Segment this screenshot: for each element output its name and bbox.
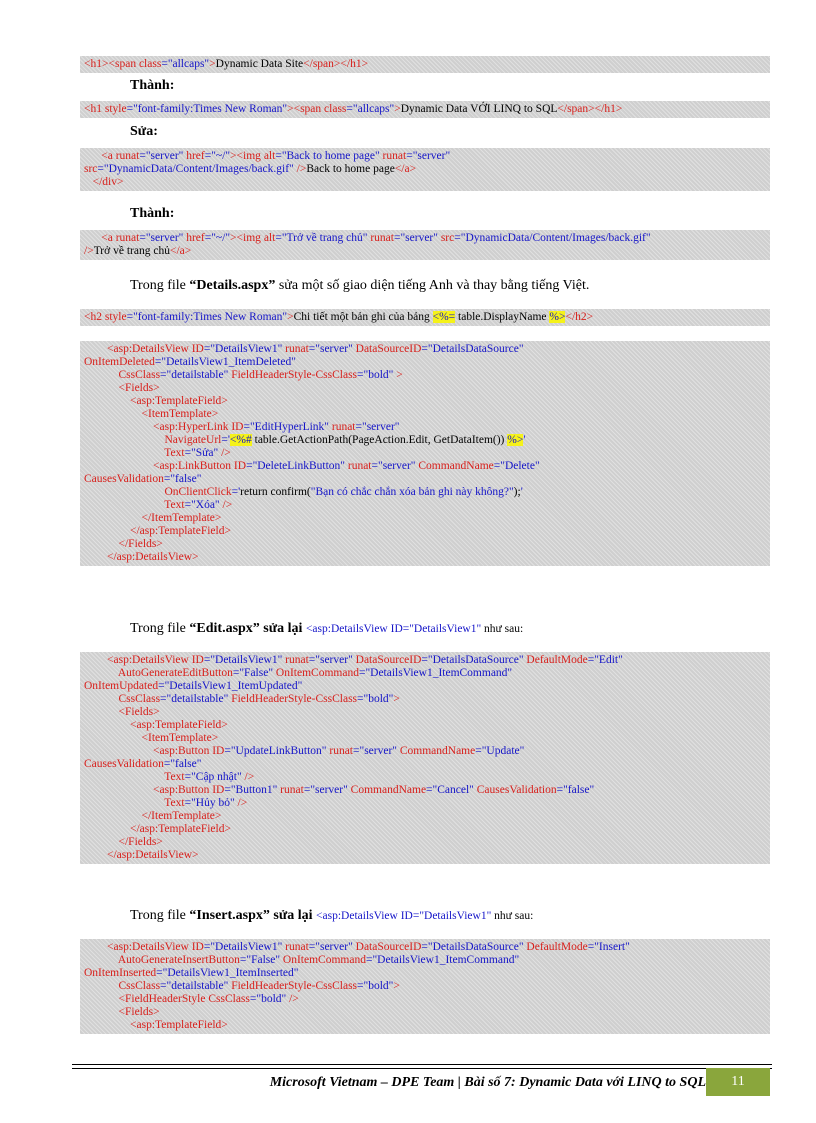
code-line: <asp:LinkButton ID="DeleteLinkButton" runat="server" CommandName="Delete" bbox=[153, 460, 540, 472]
code-line: <ItemTemplate> bbox=[141, 408, 219, 420]
para-edit-prefix: Trong file bbox=[130, 621, 190, 636]
code-line: <h1><span class="allcaps">Dynamic Data Site</span></h1> bbox=[84, 58, 369, 70]
code-line: <h1 style="font-family:Times New Roman"><span class="allcaps">Dynamic Data VỚI LINQ to SQL</span></h1> bbox=[84, 103, 623, 115]
para-details-suffix: sửa một số giao diện tiếng Anh và thay bằng tiếng Việt. bbox=[275, 278, 590, 293]
code-line: CssClass="detailstable" FieldHeaderStyle-CssClass="bold" > bbox=[118, 369, 403, 381]
para-details bbox=[130, 278, 589, 294]
heading-sua: Sửa: bbox=[130, 124, 158, 139]
code-line: Text="Hủy bỏ" /> bbox=[164, 797, 248, 809]
para-edit bbox=[130, 621, 523, 637]
code-line: CausesValidation="false" bbox=[84, 758, 202, 770]
code-line: <asp:TemplateField> bbox=[130, 1019, 228, 1031]
code-block-5 bbox=[80, 309, 770, 326]
para-insert-code: <asp:DetailsView ID="DetailsView1" bbox=[316, 910, 492, 922]
code-line: <asp:DetailsView ID="DetailsView1" runat="server" DataSourceID="DetailsDataSource" DefaultMode="Edit" bbox=[107, 654, 623, 666]
code-line: OnItemInserted="DetailsView1_ItemInserted" bbox=[84, 967, 299, 979]
code-line: Text="Sửa" /> bbox=[164, 447, 231, 459]
code-line: <FieldHeaderStyle CssClass="bold" /> bbox=[118, 993, 299, 1005]
heading-thanh-1: Thành: bbox=[130, 78, 175, 93]
code-line: Text="Xóa" /> bbox=[164, 499, 233, 511]
code-line: <asp:Button ID="UpdateLinkButton" runat="server" CommandName="Update" bbox=[153, 745, 525, 757]
code-line: </Fields> bbox=[118, 836, 163, 848]
code-line: </Fields> bbox=[118, 538, 163, 550]
footer-rule-thick bbox=[72, 1064, 772, 1065]
para-insert-prefix: Trong file bbox=[130, 908, 190, 923]
para-edit-suffix: như sau: bbox=[481, 623, 524, 635]
code-block-6 bbox=[80, 341, 770, 566]
para-details-prefix: Trong file bbox=[130, 278, 190, 293]
code-line: </div> bbox=[92, 176, 124, 188]
code-block-2 bbox=[80, 101, 770, 118]
code-line: </ItemTemplate> bbox=[141, 512, 222, 524]
code-block-4 bbox=[80, 230, 770, 260]
code-line: <h2 style="font-family:Times New Roman">Chi tiết một bản ghi của bảng <%= table.DisplayName %></h2> bbox=[84, 311, 594, 323]
code-line: CssClass="detailstable" FieldHeaderStyle-CssClass="bold"> bbox=[118, 693, 400, 705]
code-line: <Fields> bbox=[118, 382, 160, 394]
code-line: <asp:DetailsView ID="DetailsView1" runat="server" DataSourceID="DetailsDataSource" DefaultMode="Insert" bbox=[107, 941, 630, 953]
para-insert bbox=[130, 908, 533, 924]
footer-title: Microsoft Vietnam – DPE Team | Bài số 7: Dynamic Data với LINQ to SQL bbox=[269, 1075, 706, 1090]
code-line: <asp:TemplateField> bbox=[130, 719, 228, 731]
code-block-1 bbox=[80, 56, 770, 73]
code-line: </asp:DetailsView> bbox=[107, 849, 199, 861]
code-line: <Fields> bbox=[118, 1006, 160, 1018]
page-number: 11 bbox=[706, 1068, 770, 1096]
code-line: src="DynamicData/Content/Images/back.gif" />Back to home page</a> bbox=[84, 163, 417, 175]
code-line: OnItemDeleted="DetailsView1_ItemDeleted" bbox=[84, 356, 296, 368]
code-line: </asp:TemplateField> bbox=[130, 823, 231, 835]
para-insert-file: “Insert.aspx” sửa lại bbox=[189, 908, 313, 923]
code-line: <ItemTemplate> bbox=[141, 732, 219, 744]
para-edit-file: “Edit.aspx” sửa lại bbox=[189, 621, 303, 636]
code-block-7 bbox=[80, 652, 770, 864]
code-line: <a runat="server" href="~/"><img alt="Back to home page" runat="server" bbox=[101, 150, 451, 162]
code-line: OnItemUpdated="DetailsView1_ItemUpdated" bbox=[84, 680, 303, 692]
code-line: </asp:DetailsView> bbox=[107, 551, 199, 563]
code-line: NavigateUrl='<%# table.GetActionPath(PageAction.Edit, GetDataItem()) %>' bbox=[164, 434, 526, 446]
code-line: </asp:TemplateField> bbox=[130, 525, 231, 537]
code-line: CssClass="detailstable" FieldHeaderStyle-CssClass="bold"> bbox=[118, 980, 400, 992]
code-line: AutoGenerateEditButton="False" OnItemCommand="DetailsView1_ItemCommand" bbox=[117, 667, 513, 679]
code-line: />Trở về trang chủ</a> bbox=[84, 245, 192, 257]
code-line: CausesValidation="false" bbox=[84, 473, 202, 485]
code-line: <asp:HyperLink ID="EditHyperLink" runat="server" bbox=[153, 421, 400, 433]
footer-rule-thin bbox=[72, 1068, 772, 1069]
code-line: <Fields> bbox=[118, 706, 160, 718]
code-block-8 bbox=[80, 939, 770, 1034]
code-line: AutoGenerateInsertButton="False" OnItemCommand="DetailsView1_ItemCommand" bbox=[117, 954, 520, 966]
code-line: OnClientClick='return confirm("Bạn có chắc chắn xóa bản ghi này không?");' bbox=[164, 486, 523, 498]
code-line: <asp:DetailsView ID="DetailsView1" runat="server" DataSourceID="DetailsDataSource" bbox=[107, 343, 524, 355]
code-line: Text="Cập nhật" /> bbox=[164, 771, 255, 783]
para-details-file: “Details.aspx” bbox=[189, 278, 276, 293]
code-line: </ItemTemplate> bbox=[141, 810, 222, 822]
para-insert-suffix: như sau: bbox=[491, 910, 534, 922]
para-edit-code: <asp:DetailsView ID="DetailsView1" bbox=[305, 623, 482, 635]
code-block-3 bbox=[80, 148, 770, 191]
code-line: <a runat="server" href="~/"><img alt="Trở về trang chủ" runat="server" src="DynamicData/Content/Images/back.gif" bbox=[101, 232, 651, 244]
code-line: <asp:TemplateField> bbox=[130, 395, 228, 407]
code-line: <asp:Button ID="Button1" runat="server" CommandName="Cancel" CausesValidation="false" bbox=[153, 784, 595, 796]
heading-thanh-2: Thành: bbox=[130, 206, 175, 221]
